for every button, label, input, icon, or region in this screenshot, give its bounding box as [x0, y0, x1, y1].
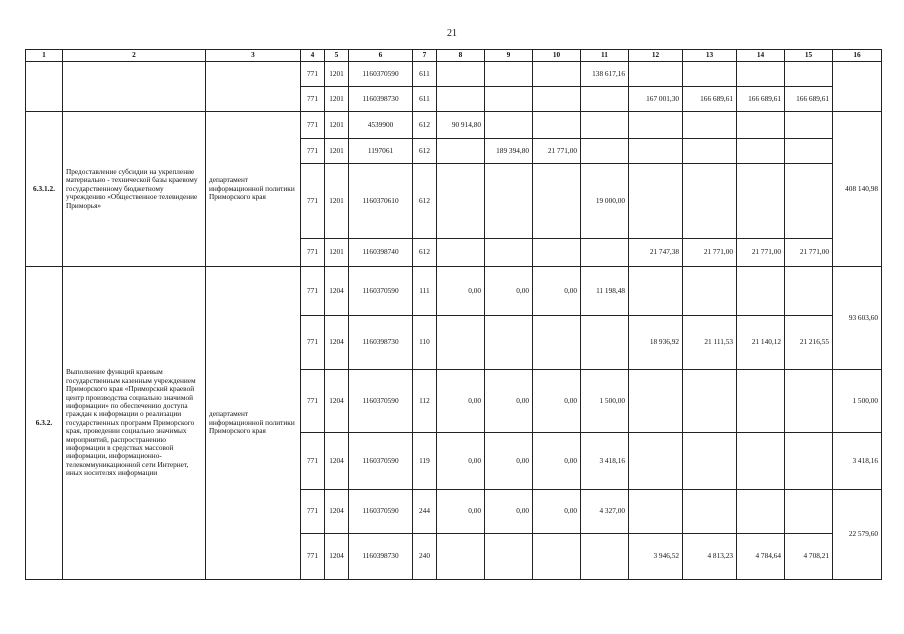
amount-cell: 0,00: [485, 433, 533, 490]
amount-cell: [737, 370, 785, 433]
code-cell: 612: [413, 112, 437, 139]
code-cell: 1160398730: [349, 316, 413, 370]
header-cell: 11: [581, 50, 629, 62]
code-cell: 119: [413, 433, 437, 490]
header-cell: 7: [413, 50, 437, 62]
amount-cell: 21 140,12: [737, 316, 785, 370]
amount-cell: [485, 316, 533, 370]
code-cell: 1204: [325, 490, 349, 534]
code-cell: 1201: [325, 87, 349, 112]
amount-cell: [737, 267, 785, 316]
amount-cell: 0,00: [437, 490, 485, 534]
code-cell: 1204: [325, 267, 349, 316]
code-cell: 1204: [325, 316, 349, 370]
amount-cell: [683, 112, 737, 139]
code-cell: 771: [301, 534, 325, 580]
amount-cell: [683, 433, 737, 490]
amount-cell: 0,00: [437, 370, 485, 433]
code-cell: 111: [413, 267, 437, 316]
amount-cell: [785, 112, 833, 139]
code-cell: 1201: [325, 139, 349, 164]
code-cell: 1201: [325, 239, 349, 267]
code-cell: 771: [301, 87, 325, 112]
header-cell: 13: [683, 50, 737, 62]
empty-cell: [833, 62, 882, 112]
amount-cell: [437, 534, 485, 580]
amount-cell: [737, 112, 785, 139]
amount-cell: [629, 267, 683, 316]
header-row: [26, 50, 882, 62]
header-cell: 8: [437, 50, 485, 62]
table-row: [26, 62, 882, 87]
code-cell: 771: [301, 112, 325, 139]
amount-cell: 4 327,00: [581, 490, 629, 534]
amount-cell: [437, 139, 485, 164]
amount-cell: 0,00: [533, 433, 581, 490]
amount-cell: [737, 164, 785, 239]
amount-cell: 21 747,38: [629, 239, 683, 267]
amount-cell: [683, 62, 737, 87]
code-cell: 771: [301, 433, 325, 490]
amount-cell: 21 771,00: [737, 239, 785, 267]
amount-cell: [737, 490, 785, 534]
code-cell: 771: [301, 267, 325, 316]
item-code: 6.3.1.2.: [26, 112, 63, 267]
code-cell: 771: [301, 239, 325, 267]
code-cell: 611: [413, 87, 437, 112]
amount-cell: [629, 112, 683, 139]
amount-cell: [533, 534, 581, 580]
amount-cell: 21 771,00: [533, 139, 581, 164]
code-cell: 612: [413, 139, 437, 164]
row-total: 408 140,98: [833, 112, 882, 267]
amount-cell: [533, 164, 581, 239]
amount-cell: [533, 62, 581, 87]
amount-cell: [437, 62, 485, 87]
amount-cell: 166 689,61: [737, 87, 785, 112]
amount-cell: 21 216,55: [785, 316, 833, 370]
header-cell: 6: [349, 50, 413, 62]
code-cell: 771: [301, 164, 325, 239]
amount-cell: 4 708,21: [785, 534, 833, 580]
amount-cell: 19 000,00: [581, 164, 629, 239]
amount-cell: 18 936,92: [629, 316, 683, 370]
amount-cell: 3 418,16: [581, 433, 629, 490]
amount-cell: [629, 433, 683, 490]
header-cell: 5: [325, 50, 349, 62]
amount-cell: [629, 139, 683, 164]
amount-cell: [683, 490, 737, 534]
amount-cell: [485, 534, 533, 580]
amount-cell: [437, 239, 485, 267]
amount-cell: 0,00: [485, 490, 533, 534]
code-cell: 1201: [325, 112, 349, 139]
code-cell: 1160370610: [349, 164, 413, 239]
amount-cell: [581, 239, 629, 267]
amount-cell: 0,00: [533, 267, 581, 316]
code-cell: 1201: [325, 62, 349, 87]
code-cell: 1204: [325, 433, 349, 490]
header-cell: 12: [629, 50, 683, 62]
item-description: Предоставление субсидии на укрепление материально - технической базы краевому государственному бюджетному учреждению «Общественное телевидение Приморья»: [63, 112, 206, 267]
code-cell: 110: [413, 316, 437, 370]
header-cell: 1: [26, 50, 63, 62]
code-cell: 1204: [325, 370, 349, 433]
amount-cell: 4 813,23: [683, 534, 737, 580]
table-body: [26, 50, 882, 580]
amount-cell: [683, 164, 737, 239]
code-cell: 1160398730: [349, 87, 413, 112]
budget-table: [25, 49, 882, 580]
amount-cell: [785, 139, 833, 164]
amount-cell: 167 001,30: [629, 87, 683, 112]
row-total: 22 579,60: [833, 490, 882, 580]
table-row: [26, 112, 882, 139]
empty-cell: [206, 62, 301, 112]
item-code: 6.3.2.: [26, 267, 63, 580]
amount-cell: [737, 139, 785, 164]
code-cell: 1197061: [349, 139, 413, 164]
amount-cell: [533, 87, 581, 112]
code-cell: 1160370590: [349, 370, 413, 433]
amount-cell: [581, 87, 629, 112]
header-cell: 4: [301, 50, 325, 62]
code-cell: 112: [413, 370, 437, 433]
amount-cell: [785, 62, 833, 87]
amount-cell: [533, 112, 581, 139]
item-executor: департамент информационной политики Приморского края: [206, 112, 301, 267]
amount-cell: [683, 370, 737, 433]
header-cell: 16: [833, 50, 882, 62]
code-cell: 1160370590: [349, 433, 413, 490]
code-cell: 244: [413, 490, 437, 534]
code-cell: 1160370590: [349, 267, 413, 316]
amount-cell: [629, 490, 683, 534]
header-cell: 14: [737, 50, 785, 62]
amount-cell: [485, 239, 533, 267]
amount-cell: [785, 370, 833, 433]
amount-cell: [581, 316, 629, 370]
code-cell: 240: [413, 534, 437, 580]
amount-cell: 138 617,16: [581, 62, 629, 87]
item-executor: департамент информационной политики Приморского края: [206, 267, 301, 580]
header-cell: 9: [485, 50, 533, 62]
code-cell: 771: [301, 370, 325, 433]
code-cell: 612: [413, 239, 437, 267]
empty-cell: [63, 62, 206, 112]
row-total: 3 418,16: [833, 433, 882, 490]
code-cell: 612: [413, 164, 437, 239]
table-row: [26, 267, 882, 316]
amount-cell: [485, 112, 533, 139]
amount-cell: 0,00: [437, 267, 485, 316]
header-cell: 10: [533, 50, 581, 62]
page-number: 21: [447, 28, 457, 39]
amount-cell: [683, 139, 737, 164]
code-cell: 771: [301, 139, 325, 164]
amount-cell: [581, 534, 629, 580]
amount-cell: 189 394,80: [485, 139, 533, 164]
amount-cell: 0,00: [485, 267, 533, 316]
amount-cell: [785, 267, 833, 316]
row-total: 93 603,60: [833, 267, 882, 370]
amount-cell: 0,00: [485, 370, 533, 433]
amount-cell: 4 784,64: [737, 534, 785, 580]
amount-cell: [629, 62, 683, 87]
amount-cell: 90 914,80: [437, 112, 485, 139]
amount-cell: [533, 239, 581, 267]
row-total: 1 500,00: [833, 370, 882, 433]
amount-cell: [485, 62, 533, 87]
header-cell: 15: [785, 50, 833, 62]
item-description: Выполнение функций краевым государственным казенным учреждением Приморского края «Приморский краевой центр производства социально значимой информации» по обеспечению доступа граждан к информации о реализации государственных программ Приморского края, проведении социально значимых мероприятий, распространению информации в средствах массовой информации, информационно-телекоммуникационной сети Интернет, иных носителях информации: [63, 267, 206, 580]
code-cell: 1160370590: [349, 490, 413, 534]
code-cell: 1204: [325, 534, 349, 580]
code-cell: 1201: [325, 164, 349, 239]
amount-cell: 1 500,00: [581, 370, 629, 433]
amount-cell: [485, 87, 533, 112]
amount-cell: [785, 433, 833, 490]
header-cell: 3: [206, 50, 301, 62]
code-cell: 771: [301, 316, 325, 370]
amount-cell: 0,00: [533, 370, 581, 433]
code-cell: 1160398730: [349, 534, 413, 580]
amount-cell: [437, 164, 485, 239]
amount-cell: [737, 62, 785, 87]
empty-cell: [26, 62, 63, 112]
amount-cell: [485, 164, 533, 239]
amount-cell: 166 689,61: [785, 87, 833, 112]
amount-cell: [629, 370, 683, 433]
amount-cell: [785, 490, 833, 534]
amount-cell: [581, 139, 629, 164]
amount-cell: [437, 316, 485, 370]
amount-cell: [533, 316, 581, 370]
amount-cell: 0,00: [437, 433, 485, 490]
amount-cell: [683, 267, 737, 316]
amount-cell: 11 198,48: [581, 267, 629, 316]
amount-cell: [737, 433, 785, 490]
code-cell: 1160370590: [349, 62, 413, 87]
amount-cell: 166 689,61: [683, 87, 737, 112]
amount-cell: [437, 87, 485, 112]
code-cell: 771: [301, 62, 325, 87]
code-cell: 771: [301, 490, 325, 534]
code-cell: 4539900: [349, 112, 413, 139]
amount-cell: [785, 164, 833, 239]
amount-cell: [629, 164, 683, 239]
code-cell: 1160398740: [349, 239, 413, 267]
amount-cell: 3 946,52: [629, 534, 683, 580]
amount-cell: 0,00: [533, 490, 581, 534]
header-cell: 2: [63, 50, 206, 62]
amount-cell: 21 111,53: [683, 316, 737, 370]
code-cell: 611: [413, 62, 437, 87]
amount-cell: [581, 112, 629, 139]
amount-cell: 21 771,00: [683, 239, 737, 267]
amount-cell: 21 771,00: [785, 239, 833, 267]
